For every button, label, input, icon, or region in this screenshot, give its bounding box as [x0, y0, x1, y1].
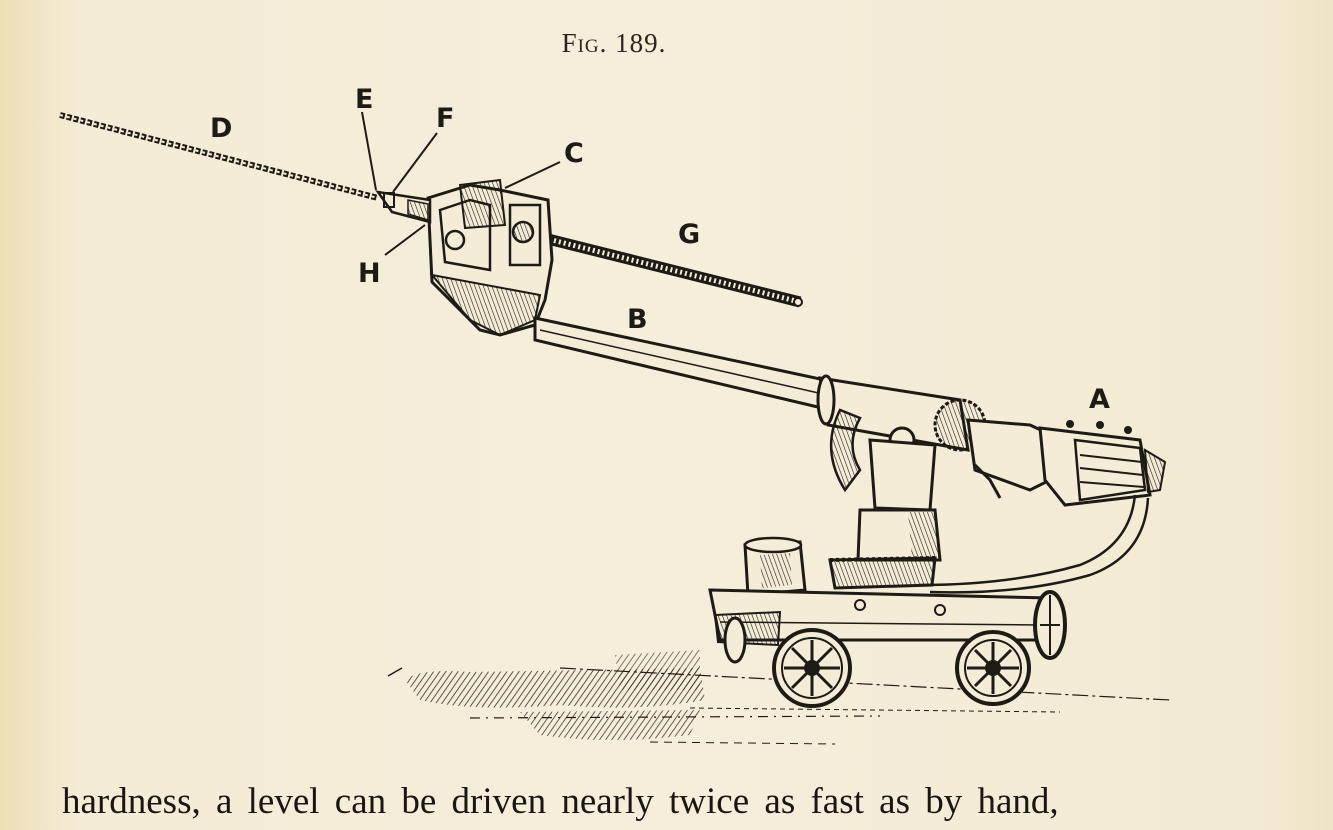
- wheel-front-right: [957, 632, 1029, 704]
- wheel-front-left: [774, 630, 850, 706]
- power-cables: [920, 495, 1148, 592]
- body-text-line: hardness, a level can be driven nearly twice as fast as by hand,: [62, 781, 1059, 822]
- feed-screw: [520, 232, 802, 306]
- label-e: E: [355, 84, 374, 115]
- control-box: [745, 538, 805, 595]
- drill-head: [378, 180, 552, 335]
- label-c: C: [564, 138, 584, 169]
- label-a: A: [1089, 384, 1110, 415]
- label-g: G: [678, 219, 701, 250]
- electric-motor: [968, 420, 1165, 505]
- boom-arm: [535, 318, 825, 408]
- figure-caption-number: 189.: [615, 28, 667, 58]
- label-d: D: [210, 113, 233, 144]
- label-f: F: [436, 103, 455, 134]
- label-b: B: [627, 304, 648, 335]
- figure-caption-prefix: Fig.: [561, 28, 608, 58]
- label-h: H: [358, 258, 381, 289]
